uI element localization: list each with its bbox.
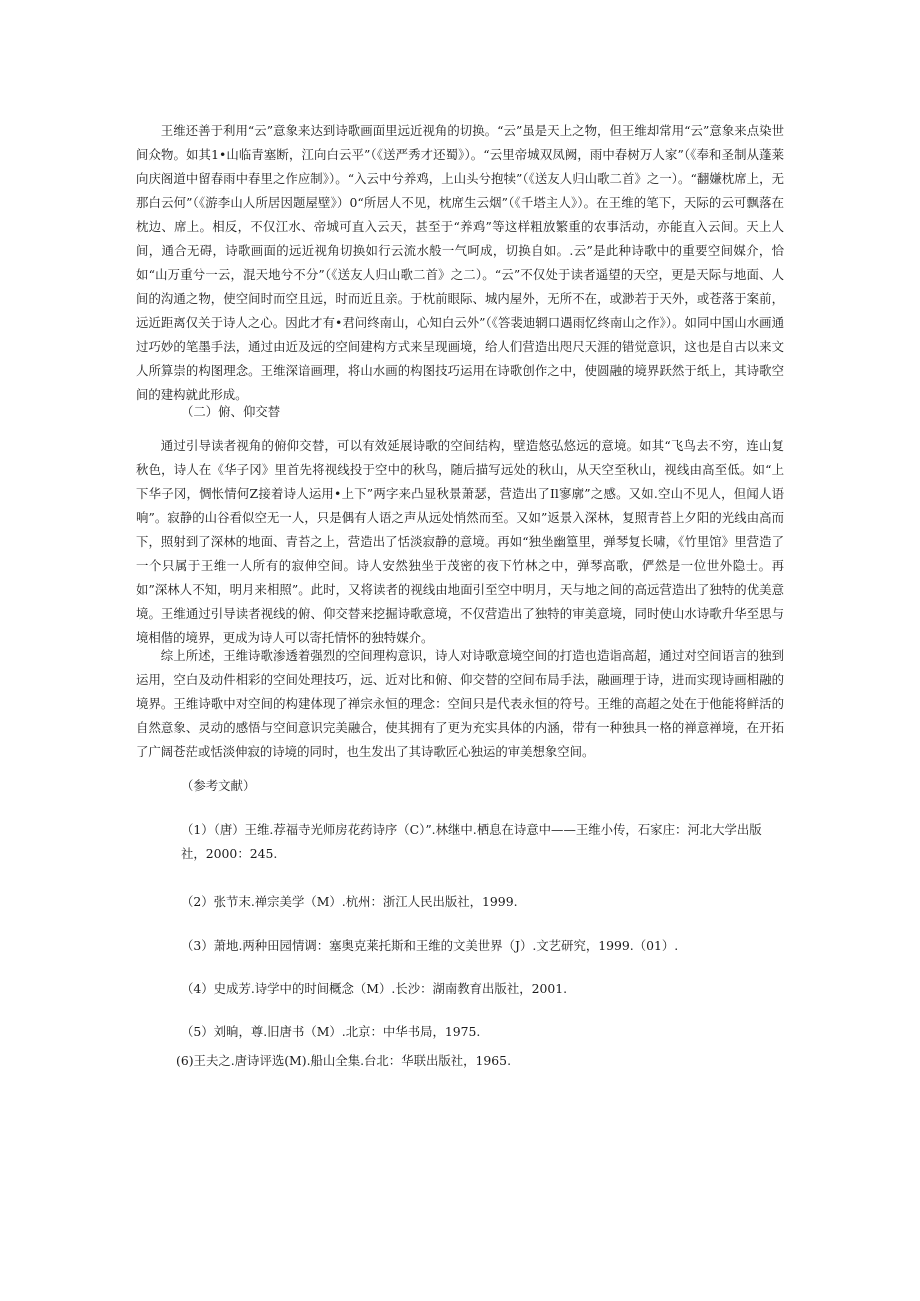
section-heading: （二）俯、仰交替: [181, 404, 281, 419]
body-paragraph: 综上所述，王维诗歌渗透着强烈的空间理构意识，诗人对诗歌意境空间的打造也造诣高超，通过对空间语言的独到运用，空白及动件相彩的空间处理技巧，远、近对比和俯、仰交替的空间布局手法，融画理于诗，进而实现诗画相融的境界。王维诗歌中对空间的构建体现了禅宗永恒的理念：空间只是代表永恒的符号。王维的高超之处在于他能将鲜活的自然意象、灵动的感悟与空间意识完美融合，使其拥有了更为充实具体的内涵，带有一种独具一格的禅意禅境，在开拓了广阔苍茫或恬淡伸寂的诗境的同时，也生发出了其诗歌匠心独运的审美想象空间。: [136, 648, 784, 759]
reference-item: （5）刘晌，尊.旧唐书（M）.北京：中华书局，1975.: [181, 1024, 481, 1039]
body-paragraph: 王维还善于利用“云”意象来达到诗歌画面里远近视角的切换。“云”虽是天上之物，但王维却常用“云”意象来点染世间众物。如其1•山临青塞断，江向白云平”（《送严秀才还蜀》）。“云里帝城双凤阙，雨中春树万人家”（《奉和圣制从蓬莱向庆阁道中留春雨中春里之作应制》）。“入云中兮养鸡，上山头兮抱犊”（《送友人归山歌二首》之一）。“翻嫌枕席上，无那白云何”（《游李山人所居因题屋壁》）0“所居人不见，枕席生云烟”（《千塔主人》）。在王维的笔下，天际的云可飘落在枕边、席上。相反，不仅江水、帝城可直入云天，甚至于“养鸡”等这样粗放繁重的农事活动，亦能直入云间。天上人间，通合无碍，诗歌画面的远近视角切换如行云流水般一气呵成，切换自如。.云”是此种诗歌中的重要空间媒介，恰如“山万重兮一云，混天地兮不分”（《送友人归山歌二首》之二）。“云”不仅处于读者遥望的天空，更是天际与地面、人间的沟通之物，使空间时而空且远，时而近且亲。于枕前眼际、城内屋外，无所不在，或渺若于天外，或苍落于案前，远近距离仅关于诗人之心。因此才有•君问终南山，心知白云外”（《答裴迪辋口遇雨忆终南山之作》）。如同中国山水画通过巧妙的笔墨手法，通过由近及远的空间建构方式来呈现画境，给人们营造出咫尺天涯的错觉意识，这也是自古以来文人所算崇的构图理念。王维深谙画理，将山水画的构图技巧运用在诗歌创作之中，使圆融的境界跃然于纸上，其诗歌空间的建构就此形成。: [136, 123, 784, 402]
body-paragraph: 通过引导读者视角的俯仰交替，可以有效延展诗歌的空间结构，壁造悠弘悠远的意境。如其“飞鸟去不穷，连山复秋色，诗人在《华子冈》里首先将视线投于空中的秋鸟，随后描写远处的秋山，从天空至秋山，视线由高至低。如“上下华子冈，惆怅情何Z接着诗人运用•上下”两字来凸显秋景萧瑟，营造出了Il寥廓”之感。又如.空山不见人，但闻人语响”。寂静的山谷看似空无一人，只是偶有人语之声从远处悄然而至。又如”返景入深林，复照青苔上夕阳的光线由高而下，照射到了深林的地面、青苔之上，营造出了恬淡寂静的意境。再如“独坐幽篁里，弹琴复长啸，《竹里馆》里营造了一个只属于王维一人所有的寂伸空间。诗人安然独坐于茂密的夜下竹林之中，弹琴高歌，俨然是一位世外隐士。再如”深林人不知，明月来相照”。此时，又将读者的视线由地面引至空中明月，天与地之间的高远营造出了独特的优美意境。王维通过引导读者视线的俯、仰交替来挖掘诗歌意境，不仅营造出了独特的审美意境，同时使山水诗歌升华至思与境相偕的境界，更成为诗人可以寄托情怀的独特媒介。: [136, 438, 784, 645]
references-heading: （参考文献）: [181, 778, 256, 793]
reference-item: （4）史成芳.诗学中的时间概念（M）.长沙：湖南教育出版社，2001.: [181, 981, 568, 996]
reference-item: （1）（唐）王维.荐福寺光师房花药诗序（C）”.林继中.栖息在诗意中——王维小传，石家庄：河北大学出版社，2000：245.: [181, 822, 762, 861]
reference-item: （2）张节末.禅宗美学（M）.杭州：浙江人民出版社，1999.: [181, 894, 518, 909]
reference-item: （3）萧地.两种田园情调：塞奥克莱托斯和王维的文美世界（J）.文艺研究，1999.（01）.: [181, 938, 679, 953]
reference-item: (6)王夫之.唐诗评选(M).船山全集.台北：华联出版社，1965.: [176, 1053, 512, 1068]
